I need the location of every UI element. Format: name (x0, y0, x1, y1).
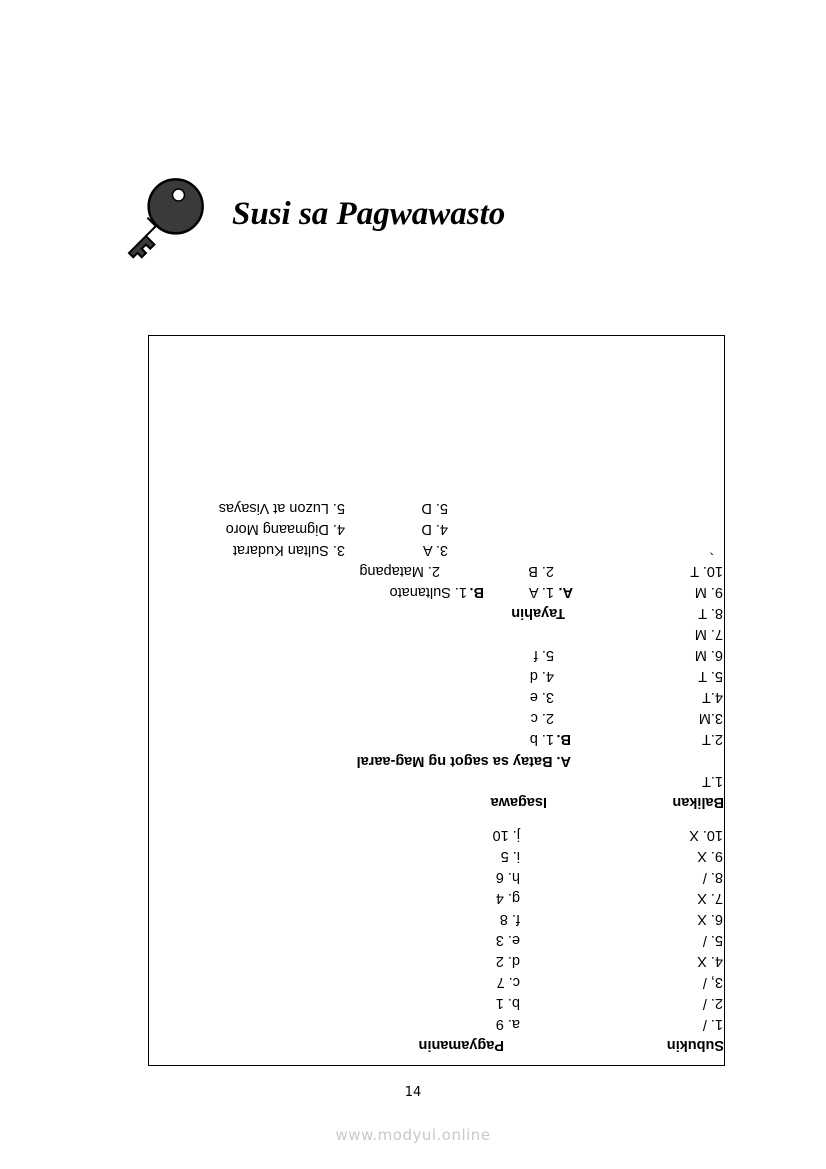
subukin-item: 7. X (697, 890, 723, 906)
pagyamanin-item: b. 1 (495, 995, 520, 1011)
balikan-item: 6. M (694, 647, 723, 663)
isagawa-heading: Isagawa (490, 794, 547, 810)
pagyamanin-item: i. 5 (500, 848, 520, 864)
balikan-item: 5. T (698, 668, 723, 684)
isagawa-item: 2. c (530, 710, 554, 726)
subukin-item: 1. / (702, 1016, 723, 1032)
pagyamanin-item: g. 4 (495, 890, 520, 906)
tayahin-heading: Tayahin (511, 605, 565, 621)
isagawa-section-a: A. Batay sa sagot ng Mag-aaral (356, 753, 571, 769)
subukin-item: 5. / (702, 932, 723, 948)
answer-key-content (149, 336, 724, 1065)
page-number: 14 (404, 1085, 422, 1100)
tayahin-b-item: 5. Luzon at Visayas (218, 500, 345, 516)
subukin-item: 4. X (697, 953, 723, 969)
isagawa-item: 5. f (533, 647, 554, 663)
tayahin-a-label: A. (558, 584, 573, 600)
answer-key-box (148, 335, 725, 1066)
stray-mark: ` (709, 540, 714, 556)
balikan-item: 1.T (702, 773, 723, 789)
tayahin-a-item: 3. A (423, 542, 448, 558)
tayahin-b-item: 2. Matapang (359, 563, 440, 579)
pagyamanin-item: f. 8 (499, 911, 520, 927)
balikan-item: 2.T (702, 731, 723, 747)
pagyamanin-item: e. 3 (495, 932, 520, 948)
subukin-heading: Subukin (666, 1037, 724, 1053)
pagyamanin-item: c. 7 (496, 974, 520, 990)
subukin-item: 3, / (702, 974, 723, 990)
balikan-item: 3.M (698, 710, 723, 726)
subukin-item: 10. X (689, 827, 723, 843)
isagawa-section-b-label: B. (556, 731, 571, 747)
tayahin-b-item: 3. Sultan Kudarat (232, 542, 345, 558)
watermark: www.modyul.online (335, 1126, 491, 1144)
balikan-item: 9. M (694, 584, 723, 600)
tayahin-a-item: 1. A (529, 584, 554, 600)
tayahin-a-item: 2. B (528, 563, 554, 579)
balikan-item: 8. T (698, 605, 723, 621)
isagawa-item: 3. e (529, 689, 554, 705)
subukin-item: 9. X (697, 848, 723, 864)
tayahin-a-item: 5. D (421, 500, 448, 516)
balikan-item: 4.T (702, 689, 723, 705)
pagyamanin-item: a. 9 (495, 1016, 520, 1032)
tayahin-b-item: 4. Digmaang Moro (225, 521, 345, 537)
isagawa-item: 4. d (529, 668, 554, 684)
tayahin-a-item: 4. D (421, 521, 448, 537)
pagyamanin-heading: Pagyamanin (418, 1037, 504, 1053)
subukin-item: 6. X (697, 911, 723, 927)
pagyamanin-item: j. 10 (492, 827, 520, 843)
subukin-item: 2. / (702, 995, 723, 1011)
subukin-item: 8. / (702, 869, 723, 885)
balikan-item: 10. T (690, 563, 723, 579)
tayahin-b-label: B. (469, 584, 484, 600)
key-icon (120, 162, 220, 262)
pagyamanin-item: h. 6 (495, 869, 520, 885)
tayahin-b-item: 1. Sultanato (389, 584, 467, 600)
page-title: Susi sa Pagwawasto (232, 196, 506, 232)
balikan-item: 7. M (694, 626, 723, 642)
isagawa-item: 1. b (529, 731, 554, 747)
balikan-heading: Balikan (672, 794, 724, 810)
pagyamanin-item: d. 2 (495, 953, 520, 969)
